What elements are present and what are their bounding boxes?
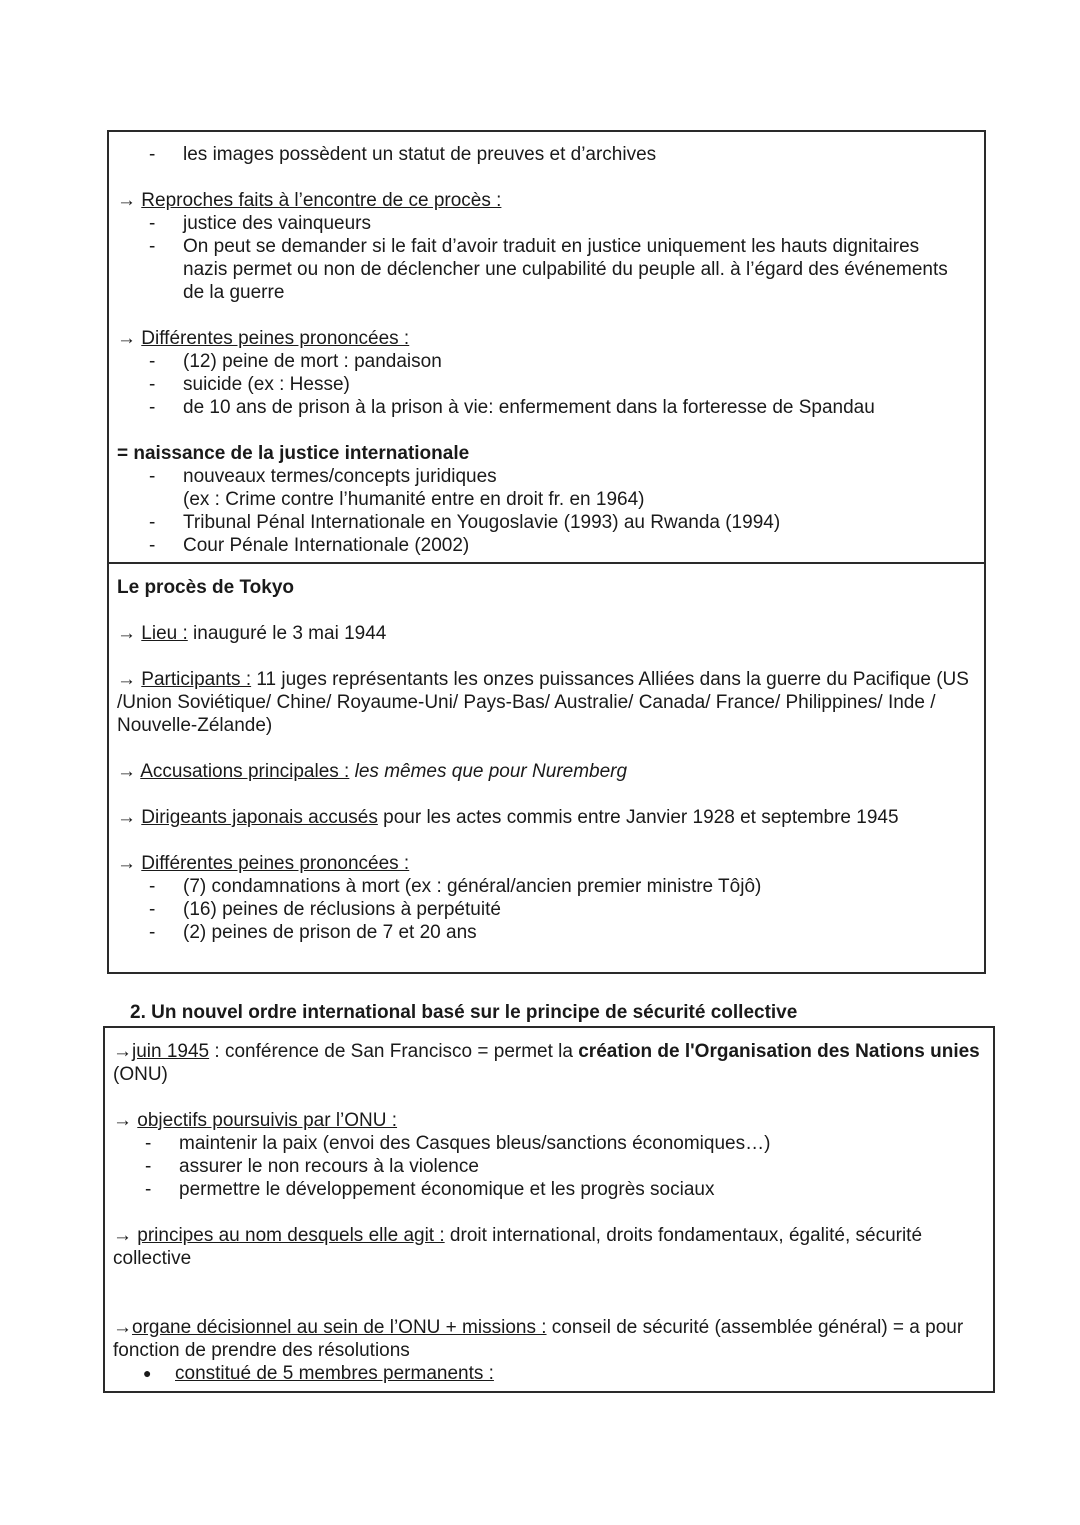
list-item: - assurer le non recours à la violence	[145, 1156, 479, 1177]
list-item: - (7) condamnations à mort (ex : général/ancien premier ministre Tôjô)	[149, 876, 762, 897]
dash-marker: -	[149, 374, 156, 395]
onu-creation-line: →juin 1945 : conférence de San Francisco = permet la création de l'Organisation des Nations unies (ONU)	[113, 1041, 980, 1085]
dash-marker: -	[145, 1133, 152, 1154]
reproches-heading: → Reproches faits à l’encontre de ce procès :	[117, 190, 502, 211]
list-item: - (16) peines de réclusions à perpétuité	[149, 899, 501, 920]
dash-marker: -	[149, 466, 156, 487]
arrow-icon: →	[117, 190, 136, 211]
objectifs-heading: → objectifs poursuivis par l’ONU :	[113, 1110, 398, 1131]
accusations-line: → Accusations principales : les mêmes que pour Nuremberg	[117, 761, 628, 782]
list-item: - (2) peines de prison de 7 et 20 ans	[149, 922, 477, 943]
list-item: - justice des vainqueurs	[149, 213, 371, 234]
peines-heading: → Différentes peines prononcées :	[117, 328, 410, 349]
participants-line: → Participants : 11 juges représentants les onzes puissances Alliées dans la guerre du Pacifique (US /Union Soviétique/ Chine/ Royaume-Uni/ Pays-Bas/ Australie/ Canada/ France/ Philippines/ Inde / Nouvelle-Zélande)	[117, 669, 969, 736]
dash-marker: -	[145, 1179, 152, 1200]
tokyo-title: Le procès de Tokyo	[117, 577, 295, 598]
principes-line: → principes au nom desquels elle agit : droit international, droits fondamentaux, égalité, sécurité collective	[113, 1225, 923, 1269]
bullet-icon: ●	[143, 1365, 152, 1381]
section-heading: 2. Un nouvel ordre international basé sur le principe de sécurité collective	[130, 1002, 798, 1023]
tokyo-peines-heading: → Différentes peines prononcées :	[117, 853, 410, 874]
dirigeants-line: → Dirigeants japonais accusés pour les actes commis entre Janvier 1928 et septembre 1945	[117, 807, 899, 828]
arrow-icon: →	[113, 1110, 132, 1131]
arrow-icon: →	[117, 761, 136, 782]
list-item: - de 10 ans de prison à la prison à vie: enfermement dans la forteresse de Spandau	[149, 397, 875, 418]
onu-box	[103, 1026, 995, 1393]
organe-line: →organe décisionnel au sein de l’ONU + missions : conseil de sécurité (assemblée général) = a pour fonction de prendre des résolutions	[113, 1317, 964, 1361]
arrow-icon: →	[117, 328, 136, 349]
arrow-icon: →	[117, 623, 136, 644]
arrow-icon: →	[117, 853, 136, 874]
list-item: - Cour Pénale Internationale (2002)	[149, 535, 470, 556]
dash-marker: -	[149, 535, 156, 556]
justice-heading: = naissance de la justice internationale	[117, 443, 470, 464]
nuremberg-continued-box	[107, 130, 986, 564]
dash-marker: -	[149, 351, 156, 372]
dash-marker: -	[149, 899, 156, 920]
arrow-icon: →	[117, 807, 136, 828]
list-item: - maintenir la paix (envoi des Casques bleus/sanctions économiques…)	[145, 1133, 771, 1154]
tokyo-trial-box	[107, 562, 986, 974]
arrow-icon: →	[117, 669, 136, 690]
arrow-icon: →	[113, 1225, 132, 1246]
dash-marker: -	[149, 397, 156, 418]
lieu-line: → Lieu : inauguré le 3 mai 1944	[117, 623, 387, 644]
dash-marker: -	[149, 922, 156, 943]
arrow-icon: →	[113, 1041, 132, 1062]
list-item: - (12) peine de mort : pandaison	[149, 351, 442, 372]
list-item: - Tribunal Pénal Internationale en Yougoslavie (1993) au Rwanda (1994)	[149, 512, 781, 533]
list-item: ● constitué de 5 membres permanents :	[143, 1363, 494, 1384]
dash-marker: -	[149, 876, 156, 897]
dash-marker: -	[145, 1156, 152, 1177]
list-item: - On peut se demander si le fait d’avoir traduit en justice uniquement les hauts dignitaires nazis permet ou non de déclencher une culpabilité du peuple all. à l’égard des événements de la guerre	[149, 236, 948, 303]
list-item: - les images possèdent un statut de preuves et d’archives	[149, 144, 657, 165]
list-item-continuation: (ex : Crime contre l’humanité entre en droit fr. en 1964)	[183, 489, 645, 510]
dash-marker: -	[149, 512, 156, 533]
list-item: - suicide (ex : Hesse)	[149, 374, 350, 395]
list-item: - permettre le développement économique et les progrès sociaux	[145, 1179, 715, 1200]
arrow-icon: →	[113, 1317, 132, 1338]
list-item: - nouveaux termes/concepts juridiques	[149, 466, 497, 487]
dash-marker: -	[149, 236, 156, 257]
dash-marker: -	[149, 213, 156, 234]
dash-marker: -	[149, 144, 156, 165]
